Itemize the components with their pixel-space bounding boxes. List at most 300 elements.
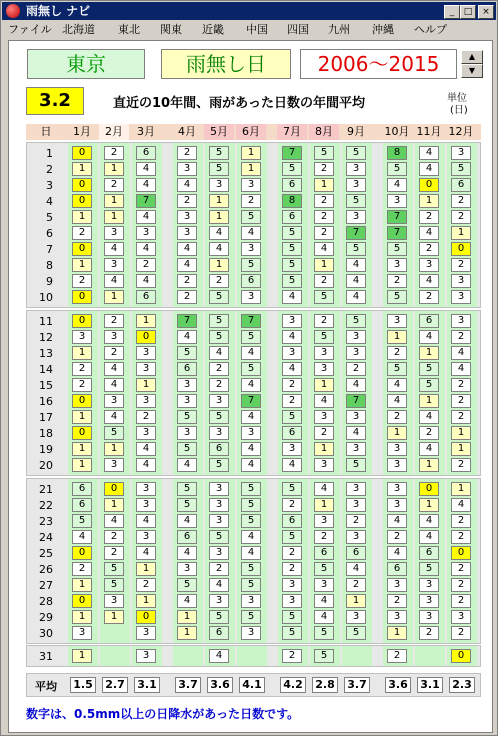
day-cell[interactable]: 1: [177, 610, 197, 624]
day-cell[interactable]: 2: [346, 514, 366, 528]
day-cell[interactable]: 4: [419, 274, 439, 288]
menu-okinawa[interactable]: 沖縄: [372, 23, 394, 36]
day-cell[interactable]: 6: [387, 562, 407, 576]
day-cell[interactable]: 6: [72, 498, 92, 512]
day-cell[interactable]: 5: [209, 290, 229, 304]
day-cell[interactable]: 4: [136, 210, 156, 224]
day-cell[interactable]: 1: [451, 426, 471, 440]
day-cell[interactable]: 3: [419, 578, 439, 592]
day-cell[interactable]: 1: [136, 378, 156, 392]
day-cell[interactable]: 2: [387, 346, 407, 360]
day-cell[interactable]: 5: [241, 514, 261, 528]
day-cell[interactable]: 2: [451, 258, 471, 272]
day-cell[interactable]: 4: [177, 458, 197, 472]
day-cell[interactable]: 5: [241, 210, 261, 224]
day-cell[interactable]: 7: [387, 210, 407, 224]
day-cell[interactable]: 3: [104, 458, 124, 472]
day-cell[interactable]: 4: [209, 649, 229, 663]
day-cell[interactable]: 5: [387, 290, 407, 304]
day-cell[interactable]: 1: [314, 178, 334, 192]
day-cell[interactable]: 6: [241, 274, 261, 288]
day-cell[interactable]: 4: [241, 378, 261, 392]
day-cell[interactable]: 4: [136, 162, 156, 176]
day-cell[interactable]: 3: [209, 178, 229, 192]
day-cell[interactable]: 2: [72, 362, 92, 376]
day-cell[interactable]: 7: [177, 314, 197, 328]
day-cell[interactable]: 5: [346, 242, 366, 256]
day-cell[interactable]: 3: [387, 194, 407, 208]
day-cell[interactable]: 6: [282, 514, 302, 528]
day-cell[interactable]: 4: [419, 410, 439, 424]
day-cell[interactable]: 5: [241, 578, 261, 592]
day-cell[interactable]: 4: [419, 146, 439, 160]
day-cell[interactable]: 2: [104, 178, 124, 192]
day-cell[interactable]: 6: [136, 146, 156, 160]
day-cell[interactable]: 4: [136, 242, 156, 256]
day-cell[interactable]: 0: [72, 290, 92, 304]
menu-shikoku[interactable]: 四国: [287, 23, 309, 36]
day-cell[interactable]: 5: [346, 626, 366, 640]
day-cell[interactable]: 1: [387, 426, 407, 440]
day-cell[interactable]: 6: [314, 546, 334, 560]
day-cell[interactable]: 5: [314, 330, 334, 344]
day-cell[interactable]: 3: [346, 498, 366, 512]
day-cell[interactable]: 3: [314, 578, 334, 592]
day-cell[interactable]: 2: [136, 410, 156, 424]
day-cell[interactable]: 1: [314, 442, 334, 456]
day-cell[interactable]: 5: [241, 482, 261, 496]
day-cell[interactable]: 5: [346, 314, 366, 328]
day-cell[interactable]: 1: [419, 394, 439, 408]
day-cell[interactable]: 2: [346, 578, 366, 592]
day-cell[interactable]: 4: [177, 594, 197, 608]
day-cell[interactable]: 4: [314, 610, 334, 624]
day-cell[interactable]: 3: [346, 178, 366, 192]
day-cell[interactable]: 1: [451, 442, 471, 456]
day-cell[interactable]: 7: [387, 226, 407, 240]
day-cell[interactable]: 1: [314, 258, 334, 272]
day-cell[interactable]: 3: [346, 610, 366, 624]
day-cell[interactable]: 3: [346, 410, 366, 424]
day-cell[interactable]: 3: [136, 394, 156, 408]
day-cell[interactable]: 3: [419, 594, 439, 608]
menu-kanto[interactable]: 関東: [160, 23, 182, 36]
year-range-selector[interactable]: 2006～2015: [300, 49, 457, 79]
day-cell[interactable]: 7: [241, 314, 261, 328]
day-cell[interactable]: 3: [72, 330, 92, 344]
day-cell[interactable]: 1: [451, 482, 471, 496]
day-cell[interactable]: 2: [282, 562, 302, 576]
day-cell[interactable]: 4: [241, 442, 261, 456]
menu-kinki[interactable]: 近畿: [202, 23, 224, 36]
day-cell[interactable]: 2: [282, 394, 302, 408]
day-cell[interactable]: 4: [451, 362, 471, 376]
day-cell[interactable]: 0: [72, 178, 92, 192]
day-cell[interactable]: 5: [72, 514, 92, 528]
day-cell[interactable]: 5: [241, 330, 261, 344]
day-cell[interactable]: 4: [209, 226, 229, 240]
day-cell[interactable]: 1: [241, 146, 261, 160]
day-cell[interactable]: 3: [387, 482, 407, 496]
day-cell[interactable]: 4: [104, 362, 124, 376]
day-cell[interactable]: 0: [72, 546, 92, 560]
day-cell[interactable]: 4: [177, 258, 197, 272]
day-cell[interactable]: 2: [177, 146, 197, 160]
day-cell[interactable]: 1: [72, 346, 92, 360]
day-cell[interactable]: 2: [104, 346, 124, 360]
day-cell[interactable]: 6: [419, 546, 439, 560]
day-cell[interactable]: 2: [282, 498, 302, 512]
day-cell[interactable]: 7: [346, 226, 366, 240]
day-cell[interactable]: 2: [387, 594, 407, 608]
day-cell[interactable]: 5: [282, 274, 302, 288]
day-cell[interactable]: 1: [72, 458, 92, 472]
day-cell[interactable]: 5: [282, 410, 302, 424]
day-cell[interactable]: 1: [72, 162, 92, 176]
day-cell[interactable]: 3: [282, 442, 302, 456]
day-cell[interactable]: 4: [282, 458, 302, 472]
day-cell[interactable]: 3: [104, 330, 124, 344]
day-cell[interactable]: 0: [72, 314, 92, 328]
day-cell[interactable]: 4: [314, 394, 334, 408]
day-cell[interactable]: 2: [177, 194, 197, 208]
day-cell[interactable]: 3: [346, 210, 366, 224]
day-cell[interactable]: 4: [177, 514, 197, 528]
day-cell[interactable]: 3: [346, 162, 366, 176]
day-cell[interactable]: 4: [104, 242, 124, 256]
day-cell[interactable]: 4: [451, 346, 471, 360]
day-cell[interactable]: 5: [419, 378, 439, 392]
day-cell[interactable]: 3: [282, 346, 302, 360]
day-cell[interactable]: 4: [104, 410, 124, 424]
day-cell[interactable]: 5: [346, 146, 366, 160]
day-cell[interactable]: 3: [136, 346, 156, 360]
day-cell[interactable]: 3: [241, 426, 261, 440]
day-cell[interactable]: 3: [177, 394, 197, 408]
day-cell[interactable]: 5: [209, 162, 229, 176]
day-cell[interactable]: 2: [451, 594, 471, 608]
day-cell[interactable]: 5: [241, 258, 261, 272]
day-cell[interactable]: 2: [346, 362, 366, 376]
day-cell[interactable]: 5: [314, 146, 334, 160]
day-cell[interactable]: 4: [346, 290, 366, 304]
day-cell[interactable]: 5: [104, 578, 124, 592]
day-cell[interactable]: 2: [419, 426, 439, 440]
day-cell[interactable]: 0: [72, 194, 92, 208]
day-cell[interactable]: 3: [177, 226, 197, 240]
day-cell[interactable]: 3: [241, 290, 261, 304]
day-cell[interactable]: 3: [314, 346, 334, 360]
day-cell[interactable]: 5: [104, 562, 124, 576]
day-cell[interactable]: 4: [241, 546, 261, 560]
day-cell[interactable]: 3: [104, 226, 124, 240]
day-cell[interactable]: 1: [177, 626, 197, 640]
day-cell[interactable]: 3: [209, 546, 229, 560]
day-cell[interactable]: 3: [136, 482, 156, 496]
day-cell[interactable]: 2: [209, 274, 229, 288]
day-cell[interactable]: 5: [282, 242, 302, 256]
day-cell[interactable]: 2: [282, 378, 302, 392]
day-cell[interactable]: 2: [136, 578, 156, 592]
day-cell[interactable]: 1: [387, 330, 407, 344]
day-type-selector[interactable]: 雨無し日: [161, 49, 291, 79]
day-cell[interactable]: 3: [346, 530, 366, 544]
day-cell[interactable]: 0: [451, 649, 471, 663]
day-cell[interactable]: 2: [209, 562, 229, 576]
day-cell[interactable]: 2: [451, 394, 471, 408]
day-cell[interactable]: 1: [451, 226, 471, 240]
day-cell[interactable]: 4: [136, 178, 156, 192]
day-cell[interactable]: 2: [314, 530, 334, 544]
day-cell[interactable]: 4: [241, 346, 261, 360]
day-cell[interactable]: 2: [419, 290, 439, 304]
day-cell[interactable]: 2: [314, 162, 334, 176]
day-cell[interactable]: 6: [282, 178, 302, 192]
day-cell[interactable]: 1: [72, 210, 92, 224]
day-cell[interactable]: 1: [387, 626, 407, 640]
day-cell[interactable]: 1: [136, 314, 156, 328]
day-cell[interactable]: 3: [136, 530, 156, 544]
day-cell[interactable]: 2: [136, 258, 156, 272]
day-cell[interactable]: 4: [346, 274, 366, 288]
day-cell[interactable]: 1: [72, 578, 92, 592]
day-cell[interactable]: 5: [177, 346, 197, 360]
day-cell[interactable]: 4: [314, 594, 334, 608]
day-cell[interactable]: 2: [451, 514, 471, 528]
day-cell[interactable]: 3: [177, 378, 197, 392]
day-cell[interactable]: 5: [282, 482, 302, 496]
day-cell[interactable]: 2: [282, 546, 302, 560]
day-cell[interactable]: 4: [136, 514, 156, 528]
day-cell[interactable]: 4: [387, 546, 407, 560]
day-cell[interactable]: 2: [314, 426, 334, 440]
day-cell[interactable]: 4: [346, 562, 366, 576]
day-cell[interactable]: 5: [177, 410, 197, 424]
day-cell[interactable]: 3: [387, 258, 407, 272]
day-cell[interactable]: 2: [314, 274, 334, 288]
day-cell[interactable]: 3: [136, 362, 156, 376]
day-cell[interactable]: 5: [209, 146, 229, 160]
day-cell[interactable]: 4: [104, 514, 124, 528]
day-cell[interactable]: 4: [314, 482, 334, 496]
day-cell[interactable]: 4: [241, 530, 261, 544]
day-cell[interactable]: 6: [209, 442, 229, 456]
day-cell[interactable]: 1: [136, 562, 156, 576]
day-cell[interactable]: 3: [451, 314, 471, 328]
day-cell[interactable]: 3: [136, 226, 156, 240]
day-cell[interactable]: 3: [209, 482, 229, 496]
day-cell[interactable]: 5: [177, 442, 197, 456]
day-cell[interactable]: 5: [419, 362, 439, 376]
day-cell[interactable]: 1: [209, 258, 229, 272]
day-cell[interactable]: 3: [387, 610, 407, 624]
day-cell[interactable]: 2: [314, 210, 334, 224]
day-cell[interactable]: 5: [419, 562, 439, 576]
day-cell[interactable]: 3: [314, 362, 334, 376]
day-cell[interactable]: 3: [177, 562, 197, 576]
close-button[interactable]: ×: [478, 5, 494, 19]
day-cell[interactable]: 4: [387, 514, 407, 528]
day-cell[interactable]: 5: [241, 562, 261, 576]
day-cell[interactable]: 4: [136, 458, 156, 472]
day-cell[interactable]: 4: [282, 290, 302, 304]
spin-down-button[interactable]: ▼: [461, 64, 483, 78]
day-cell[interactable]: 4: [346, 258, 366, 272]
day-cell[interactable]: 2: [282, 649, 302, 663]
day-cell[interactable]: 1: [72, 410, 92, 424]
day-cell[interactable]: 3: [346, 482, 366, 496]
day-cell[interactable]: 1: [346, 594, 366, 608]
day-cell[interactable]: 5: [209, 330, 229, 344]
day-cell[interactable]: 2: [387, 274, 407, 288]
day-cell[interactable]: 5: [209, 410, 229, 424]
day-cell[interactable]: 4: [282, 330, 302, 344]
day-cell[interactable]: 3: [241, 594, 261, 608]
day-cell[interactable]: 2: [314, 194, 334, 208]
day-cell[interactable]: 4: [419, 442, 439, 456]
day-cell[interactable]: 2: [177, 290, 197, 304]
day-cell[interactable]: 4: [419, 162, 439, 176]
day-cell[interactable]: 2: [419, 210, 439, 224]
day-cell[interactable]: 0: [136, 330, 156, 344]
prefecture-selector[interactable]: 東京: [27, 49, 145, 79]
spin-up-button[interactable]: ▲: [461, 50, 483, 64]
day-cell[interactable]: 2: [72, 378, 92, 392]
day-cell[interactable]: 2: [451, 378, 471, 392]
day-cell[interactable]: 5: [104, 426, 124, 440]
day-cell[interactable]: 2: [314, 226, 334, 240]
day-cell[interactable]: 4: [282, 362, 302, 376]
day-cell[interactable]: 1: [72, 649, 92, 663]
day-cell[interactable]: 5: [241, 362, 261, 376]
day-cell[interactable]: 5: [209, 530, 229, 544]
day-cell[interactable]: 3: [451, 610, 471, 624]
day-cell[interactable]: 2: [451, 330, 471, 344]
day-cell[interactable]: 0: [72, 146, 92, 160]
day-cell[interactable]: 3: [314, 458, 334, 472]
day-cell[interactable]: 2: [419, 626, 439, 640]
day-cell[interactable]: 4: [419, 226, 439, 240]
day-cell[interactable]: 4: [346, 378, 366, 392]
day-cell[interactable]: 4: [241, 226, 261, 240]
day-cell[interactable]: 5: [282, 530, 302, 544]
day-cell[interactable]: 2: [451, 562, 471, 576]
day-cell[interactable]: 6: [177, 530, 197, 544]
day-cell[interactable]: 3: [387, 314, 407, 328]
day-cell[interactable]: 2: [72, 562, 92, 576]
day-cell[interactable]: 5: [387, 362, 407, 376]
menu-kyushu[interactable]: 九州: [328, 23, 350, 36]
day-cell[interactable]: 5: [387, 162, 407, 176]
day-cell[interactable]: 3: [177, 426, 197, 440]
day-cell[interactable]: 5: [346, 458, 366, 472]
day-cell[interactable]: 4: [136, 442, 156, 456]
day-cell[interactable]: 4: [387, 378, 407, 392]
day-cell[interactable]: 4: [241, 410, 261, 424]
day-cell[interactable]: 6: [209, 626, 229, 640]
day-cell[interactable]: 6: [177, 362, 197, 376]
day-cell[interactable]: 1: [241, 162, 261, 176]
day-cell[interactable]: 6: [419, 314, 439, 328]
day-cell[interactable]: 3: [241, 242, 261, 256]
day-cell[interactable]: 3: [209, 514, 229, 528]
day-cell[interactable]: 4: [72, 530, 92, 544]
day-cell[interactable]: 3: [451, 290, 471, 304]
day-cell[interactable]: 3: [451, 274, 471, 288]
day-cell[interactable]: 3: [209, 394, 229, 408]
day-cell[interactable]: 4: [209, 346, 229, 360]
day-cell[interactable]: 2: [387, 410, 407, 424]
day-cell[interactable]: 1: [72, 442, 92, 456]
day-cell[interactable]: 4: [241, 458, 261, 472]
day-cell[interactable]: 7: [136, 194, 156, 208]
day-cell[interactable]: 5: [451, 162, 471, 176]
day-cell[interactable]: 2: [451, 578, 471, 592]
day-cell[interactable]: 1: [419, 458, 439, 472]
day-cell[interactable]: 2: [451, 194, 471, 208]
day-cell[interactable]: 5: [314, 649, 334, 663]
day-cell[interactable]: 3: [451, 146, 471, 160]
day-cell[interactable]: 3: [104, 394, 124, 408]
day-cell[interactable]: 1: [72, 610, 92, 624]
day-cell[interactable]: 6: [282, 210, 302, 224]
day-cell[interactable]: 1: [136, 594, 156, 608]
day-cell[interactable]: 1: [104, 498, 124, 512]
day-cell[interactable]: 3: [387, 442, 407, 456]
day-cell[interactable]: 2: [104, 530, 124, 544]
day-cell[interactable]: 1: [209, 210, 229, 224]
day-cell[interactable]: 3: [177, 162, 197, 176]
day-cell[interactable]: 5: [209, 610, 229, 624]
day-cell[interactable]: 0: [72, 242, 92, 256]
day-cell[interactable]: 3: [387, 578, 407, 592]
day-cell[interactable]: 6: [72, 482, 92, 496]
day-cell[interactable]: 8: [387, 146, 407, 160]
day-cell[interactable]: 2: [419, 242, 439, 256]
day-cell[interactable]: 5: [177, 498, 197, 512]
day-cell[interactable]: 7: [346, 394, 366, 408]
day-cell[interactable]: 4: [136, 546, 156, 560]
day-cell[interactable]: 0: [104, 482, 124, 496]
day-cell[interactable]: 1: [209, 194, 229, 208]
day-cell[interactable]: 1: [104, 442, 124, 456]
day-cell[interactable]: 4: [104, 378, 124, 392]
day-cell[interactable]: 2: [209, 362, 229, 376]
day-cell[interactable]: 3: [136, 649, 156, 663]
day-cell[interactable]: 3: [282, 578, 302, 592]
day-cell[interactable]: 5: [387, 242, 407, 256]
day-cell[interactable]: 2: [209, 378, 229, 392]
day-cell[interactable]: 4: [387, 394, 407, 408]
day-cell[interactable]: 5: [177, 578, 197, 592]
day-cell[interactable]: 1: [419, 194, 439, 208]
day-cell[interactable]: 0: [72, 594, 92, 608]
day-cell[interactable]: 2: [104, 314, 124, 328]
day-cell[interactable]: 5: [177, 482, 197, 496]
day-cell[interactable]: 3: [346, 442, 366, 456]
day-cell[interactable]: 2: [241, 194, 261, 208]
menu-tohoku[interactable]: 東北: [118, 23, 140, 36]
day-cell[interactable]: 5: [282, 626, 302, 640]
day-cell[interactable]: 5: [314, 626, 334, 640]
day-cell[interactable]: 3: [104, 258, 124, 272]
day-cell[interactable]: 3: [387, 458, 407, 472]
day-cell[interactable]: 6: [346, 546, 366, 560]
day-cell[interactable]: 4: [209, 578, 229, 592]
day-cell[interactable]: 5: [282, 162, 302, 176]
day-cell[interactable]: 2: [387, 530, 407, 544]
day-cell[interactable]: 5: [314, 290, 334, 304]
